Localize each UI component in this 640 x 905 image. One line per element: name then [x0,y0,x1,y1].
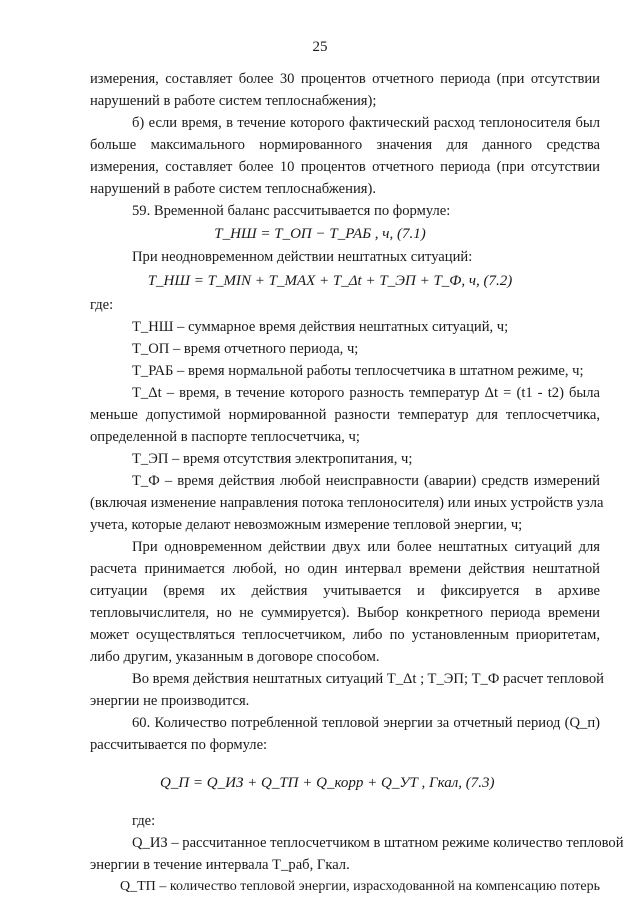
text-line: расчета принимается любой, но один интервал времени действия нештатной [90,561,600,577]
text-line: больше максимального нормированного значения для данного средства [90,137,600,153]
text-line: измерения, составляет более 30 процентов отчетного периода (при отсутствии [90,71,600,87]
text-line: б) если время, в течение которого фактический расход теплоносителя был [132,115,600,131]
formula-7-3: Q_П = Q_ИЗ + Q_ТП + Q_корр + Q_УТ , Гкал, (7.3) [160,775,495,791]
text-line: Во время действия нештатных ситуаций T_Δt ; T_ЭП; T_Ф расчет тепловой [132,671,604,687]
text-line: либо другим, указанным в договоре способом. [90,649,380,665]
formula-7-2: T_НШ = T_MIN + T_MAX + T_Δt + T_ЭП + T_Ф, ч, (7.2) [147,273,513,289]
formula-7-1: T_НШ = T_ОП − T_РАБ , ч, (7.1) [214,226,426,242]
text-line: T_ОП – время отчетного периода, ч; [132,341,359,357]
text-line: может осуществляться теплосчетчиком, либо по установленным приоритетам, [90,627,600,643]
text-line: Q_ИЗ – рассчитанное теплосчетчиком в штатном режиме количество тепловой [132,835,624,851]
text-line: 60. Количество потребленной тепловой энергии за отчетный период (Q_п) [132,715,600,731]
text-line: учета, которые делают невозможным измерение тепловой энергии, ч; [90,517,523,533]
text-line: энергии не производится. [90,693,250,709]
text-line: T_НШ – суммарное время действия нештатных ситуаций, ч; [132,319,509,335]
text-line: T_Δt – время, в течение которого разность температур Δt = (t1 - t2) была [132,385,600,401]
text-line: T_РАБ – время нормальной работы теплосчетчика в штатном режиме, ч; [132,363,584,379]
page-number: 25 [312,39,328,55]
text-line: 59. Временной баланс рассчитывается по формуле: [132,203,451,219]
text-line: где: [132,813,156,829]
text-line: определенной в паспорте теплосчетчика, ч; [90,429,360,445]
text-line: При неодновременном действии нештатных ситуаций: [132,249,473,265]
text-line: нарушений в работе систем теплоснабжения). [90,181,376,197]
text-line: рассчитывается по формуле: [90,737,268,753]
text-line: меньше допустимой нормированной разности температур для теплосчетчика, [90,407,600,423]
text-line: тепловычислителя, но не суммируется). Выбор конкретного периода времени [90,605,600,621]
text-line: где: [90,297,114,313]
text-line: Q_ТП – количество тепловой энергии, израсходованной на компенсацию потерь [120,879,600,894]
text-line: измерения, составляет более 10 процентов отчетного периода (при отсутствии [90,159,600,175]
text-line: нарушений в работе систем теплоснабжения); [90,93,377,109]
text-line: энергии в течение интервала T_раб, Гкал. [90,857,350,873]
text-line: T_Ф – время действия любой неисправности (аварии) средств измерений [132,473,600,489]
text-line: ситуации (время их действия учитывается и фиксируется в архиве [90,583,600,599]
text-line: T_ЭП – время отсутствия электропитания, ч; [132,451,413,467]
text-line: При одновременном действии двух или более нештатных ситуаций для [132,539,600,555]
text-line: (включая изменение направления потока теплоносителя) или иных устройств узла [90,495,604,511]
